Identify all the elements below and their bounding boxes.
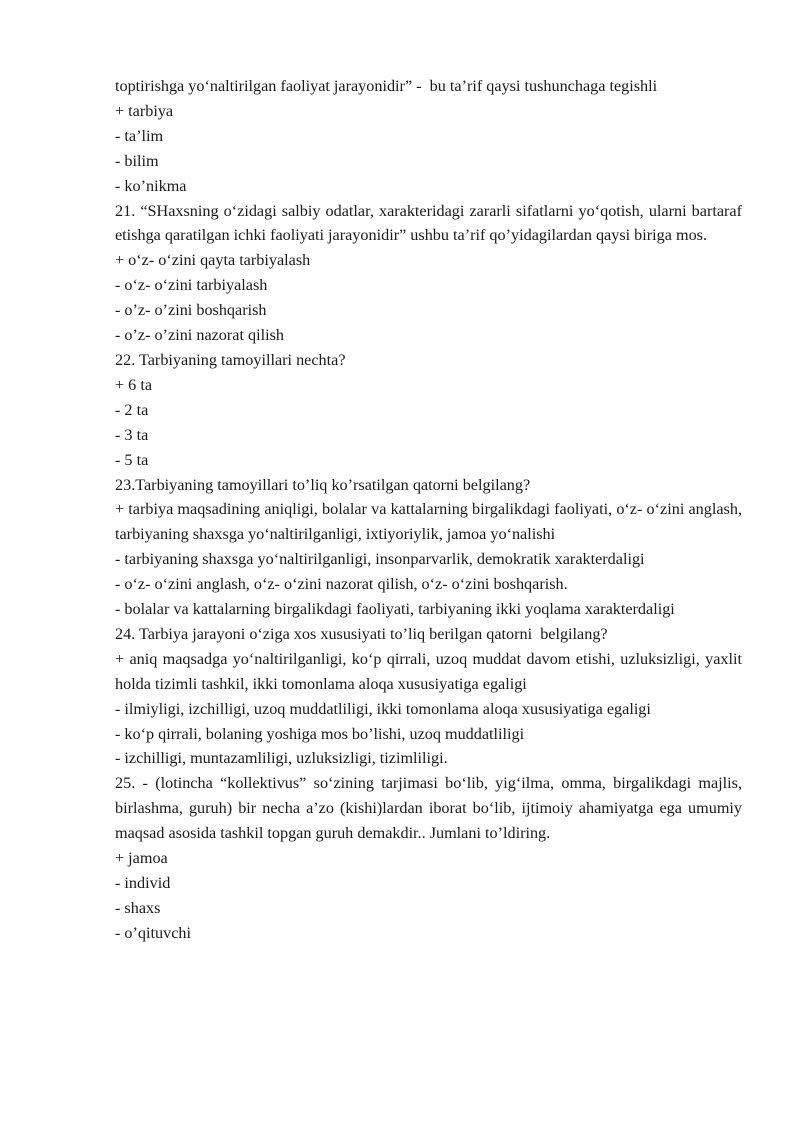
answer-option-correct: + jamoa xyxy=(115,849,168,868)
question-text: 24. Tarbiya jarayoni o‘ziga xos xususiyati to’liq berilgan qatorni belgilang? xyxy=(115,624,608,643)
question-text: 25. - (lotincha “kollektivus” so‘zining tarjimasi bo‘lib, yig‘ilma, omma, birgalikdagi majlis, birlashma, guruh) bir necha a’zo (kishi)lardan iborat bo‘lib, ijtimoiy ahamiyatga ega umumiy maqsad asosida tashkil topgan guruh demakdir.. Jumlani to’ldiring. xyxy=(115,774,747,843)
answer-option: - bolalar va kattalarning birgalikdagi faoliyati, tarbiyaning ikki yoqlama xarakterdaligi xyxy=(115,600,675,619)
question-block-23 xyxy=(115,473,742,622)
answer-option: - ta’lim xyxy=(115,126,164,145)
answer-option: - o‘z- o‘zini tarbiyalash xyxy=(115,276,268,295)
answer-option: - 2 ta xyxy=(115,400,149,419)
answer-option-correct: + tarbiya maqsadining aniqligi, bolalar va kattalarning birgalikdagi faoliyati, o‘z- o‘zini anglash, tarbiyaning shaxsga yo‘naltirilganligi, ixtiyoriylik, jamoa yo‘nalishi xyxy=(115,500,742,544)
question-block-22 xyxy=(115,348,742,473)
answer-option-correct: + aniq maqsadga yo‘naltirilganligi, ko‘p qirrali, uzoq muddat davom etishi, uzluksizligi, yaxlit holda tizimli tashkil, ikki tomonlama aloqa xususiyatiga egaligi xyxy=(115,649,742,693)
document-page xyxy=(115,74,747,946)
question-block-21 xyxy=(115,199,747,348)
answer-option: - ko‘p qirrali, bolaning yoshiga mos bo’lishi, uzoq muddatliligi xyxy=(115,724,525,743)
answer-option: - bilim xyxy=(115,151,159,170)
question-block-24 xyxy=(115,622,742,771)
answer-option: - ilmiyligi, izchilligi, uzoq muddatliligi, ikki tomonlama aloqa xususiyatiga egaligi xyxy=(115,699,651,718)
answer-option: - o’z- o’zini nazorat qilish xyxy=(115,326,285,345)
answer-option: - 3 ta xyxy=(115,425,149,444)
answer-option: - izchilligi, muntazamliligi, uzluksizligi, tizimliligi. xyxy=(115,749,448,768)
answer-option-correct: + tarbiya xyxy=(115,101,174,120)
answer-option: - individ xyxy=(115,874,171,892)
question-text: 21. “SHaxsning o‘zidagi salbiy odatlar, xarakteridagi zararli sifatlarni yo‘qotish, ularni bartaraf etishga qaratilgan ichki faoliyati jarayonidir” ushbu ta’rif qo’yidagilardan qaysi biriga mos. xyxy=(115,201,747,245)
answer-option: - tarbiyaning shaxsga yo‘naltirilganligi, insonparvarlik, demokratik xarakterdaligi xyxy=(115,550,645,569)
answer-option: - 5 ta xyxy=(115,450,149,469)
answer-option: - o’qituvchi xyxy=(115,923,191,942)
answer-option-correct: + o‘z- o‘zini qayta tarbiyalash xyxy=(115,251,311,270)
question-block-25 xyxy=(115,771,747,945)
answer-option: - o’z- o’zini boshqarish xyxy=(115,301,267,320)
answer-option: - o‘z- o‘zini anglash, o‘z- o‘zini nazorat qilish, o‘z- o‘zini boshqarish. xyxy=(115,575,568,594)
answer-option: - shaxs xyxy=(115,898,161,917)
answer-option: - ko’nikma xyxy=(115,176,187,195)
question-text: 23.Tarbiyaning tamoyillari to’liq ko’rsatilgan qatorni belgilang? xyxy=(115,475,531,494)
answer-option-correct: + 6 ta xyxy=(115,375,152,394)
question-text: 22. Tarbiyaning tamoyillari nechta? xyxy=(115,350,346,369)
question-text: toptirishga yo‘naltirilgan faoliyat jarayonidir” - bu ta’rif qaysi tushunchaga tegishli xyxy=(115,77,658,95)
question-block-intro xyxy=(115,74,742,199)
